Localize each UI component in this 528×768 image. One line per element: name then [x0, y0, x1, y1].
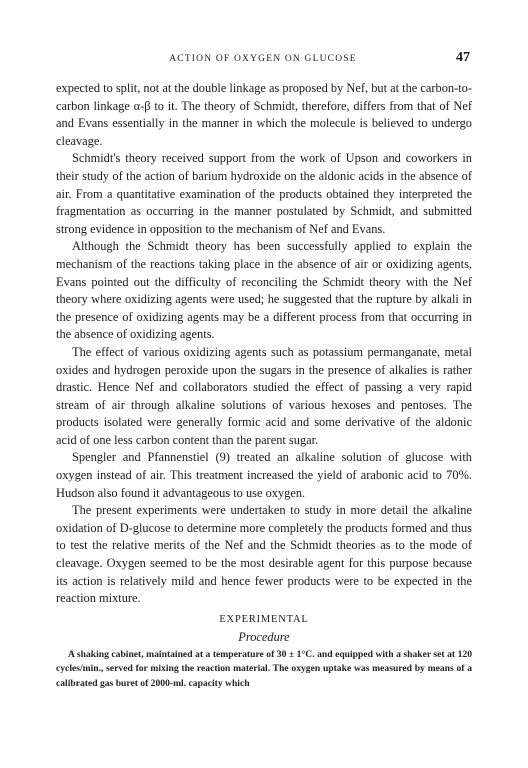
paragraph: The effect of various oxidizing agents such as potassium permanganate, metal oxides and hydrogen peroxide upon the sugars in the presence of alkalies is rather drastic. Hence Nef and collaborators studied the effect of passing a very rapid stream of air through alkaline solutions of various hexoses and pentoses. The products isolated were generally formic acid and some derivative of the aldonic acid of one less carbon content than the parent sugar.	[56, 344, 472, 447]
paragraph: The present experiments were undertaken to study in more detail the alkaline oxidation of D-glucose to determine more completely the products formed and thus to test the relative merits of the Nef and the Schmidt theories as to the mode of cleavage. Oxygen seemed to be the most desirable agent for this purpose because its action is relatively mild and hence fewer products were to be expected in the reaction mixture.	[56, 503, 472, 606]
paragraph: expected to split, not at the double linkage as proposed by Nef, but at the carbon-to-carbon linkage α-β to it. The theory of Schmidt, therefore, differs from that of Nef and Evans essentially in the manner in which the molecule is believed to undergo cleavage.	[56, 81, 472, 148]
subsection-heading: Procedure	[238, 629, 290, 644]
page-number: 47	[456, 50, 470, 65]
paragraph: Spengler and Pfannenstiel (9) treated an alkaline solution of glucose with oxygen instead of air. This treatment increased the yield of arabonic acid to 70%. Hudson also found it advantageous to use oxygen.	[56, 450, 472, 500]
procedure-paragraph: A shaking cabinet, maintained at a temperature of 30 ± 1°C. and equipped with a shaker set at 120 cycles/min., served for mixing the reaction material. The oxygen uptake was measured by means of a calibrated gas buret of 2000-ml. capacity which	[56, 648, 472, 689]
paragraph: Although the Schmidt theory has been successfully applied to explain the mechanism of the reactions taking place in the absence of air or oxidizing agents, Evans pointed out the difficulty of reconciling the Schmidt theory with the Nef theory where oxidizing agents were used; he suggested that the rupture by alkali in the presence of oxidizing agents may be a different process from that occurring in the absence of oxidizing agents.	[56, 239, 472, 342]
body-text	[56, 80, 472, 691]
section-heading: EXPERIMENTAL	[219, 613, 309, 625]
paragraph: Schmidt's theory received support from the work of Upson and coworkers in their study of the action of barium hydroxide on the aldonic acids in the absence of air. From a quantitative examination of the products obtained they interpreted the fragmentation as occurring in the manner postulated by Schmidt, and submitted strong evidence in opposition to the mechanism of Nef and Evans.	[56, 151, 472, 236]
running-title: ACTION OF OXYGEN ON GLUCOSE	[169, 54, 357, 64]
